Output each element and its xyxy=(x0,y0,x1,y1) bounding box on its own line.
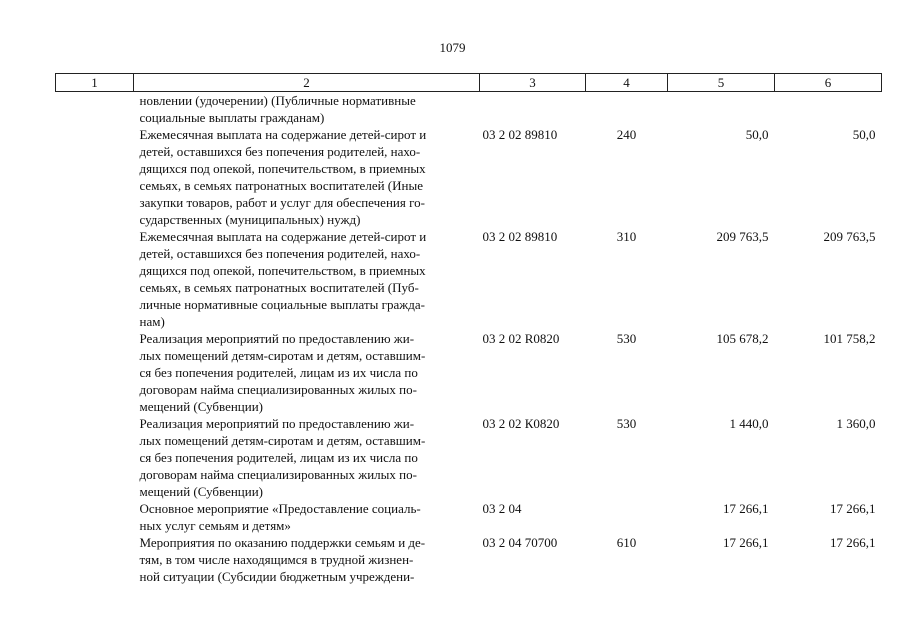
table-row xyxy=(56,92,882,127)
amount-col6-cell xyxy=(775,92,882,127)
amount-col5-cell: 209 763,5 xyxy=(716,229,769,244)
description-cell: Ежемесячная выплата на содержание детей-сирот и детей, оставшихся без попечения родителей, нахо- дящихся под опекой, попечительством, в приемных семьях, в семьях патронатных воспитателей (Пуб- личные нормативные социальные выплаты гражда- нам) xyxy=(139,229,427,329)
row-number-cell xyxy=(56,500,134,534)
budget-table xyxy=(55,73,882,585)
description-cell: Реализация мероприятий по предоставлению жи- лых помещений детям-сиротам и детям, оставшим- ся без попечения родителей, лицам из их числа по договорам найма специализированных жилых по- мещений (Субвенции) xyxy=(139,331,426,414)
budget-code-cell: 03 2 04 xyxy=(482,501,522,516)
column-header-4: 4 xyxy=(586,74,668,92)
amount-col5-cell: 105 678,2 xyxy=(716,331,769,346)
amount-col6-cell: 1 360,0 xyxy=(836,416,876,431)
row-number-cell xyxy=(56,534,134,585)
budget-code-cell xyxy=(480,92,586,127)
column-header-1: 1 xyxy=(56,74,134,92)
amount-col6-cell: 17 266,1 xyxy=(830,535,876,550)
table-row xyxy=(56,500,882,534)
description-cell: Основное мероприятие «Предоставление социаль- ных услуг семьям и детям» xyxy=(139,501,421,533)
budget-code-cell: 03 2 04 70700 xyxy=(482,535,558,550)
row-number-cell xyxy=(56,330,134,415)
column-header-2: 2 xyxy=(134,74,480,92)
header-row xyxy=(56,74,882,92)
row-number-cell xyxy=(56,228,134,330)
amount-col5-cell: 17 266,1 xyxy=(723,501,769,516)
description-cell: Ежемесячная выплата на содержание детей-сирот и детей, оставшихся без попечения родителей, нахо- дящихся под опекой, попечительством, в приемных семьях, в семьях патронатных воспитателей (Иные закупки товаров, работ и услуг для обеспечения го- сударственных (муниципальных) нужд) xyxy=(139,127,427,227)
amount-col6-cell: 17 266,1 xyxy=(830,501,876,516)
amount-col5-cell: 1 440,0 xyxy=(729,416,769,431)
expense-type-cell: 530 xyxy=(616,331,637,346)
row-number-cell xyxy=(56,126,134,228)
amount-col5-cell: 50,0 xyxy=(745,127,769,142)
budget-code-cell: 03 2 02 R0820 xyxy=(482,331,560,346)
table-row xyxy=(56,126,882,228)
expense-type-cell xyxy=(586,500,668,534)
amount-col6-cell: 101 758,2 xyxy=(823,331,876,346)
expense-type-cell xyxy=(586,92,668,127)
description-cell: Реализация мероприятий по предоставлению жи- лых помещений детям-сиротам и детям, оставшим- ся без попечения родителей, лицам из их числа по договорам найма специализированных жилых по- мещений (Субвенции) xyxy=(139,416,426,499)
table-row xyxy=(56,330,882,415)
expense-type-cell: 240 xyxy=(616,127,637,142)
amount-col5-cell xyxy=(668,92,775,127)
column-header-5: 5 xyxy=(668,74,775,92)
page-number: 1079 xyxy=(439,40,466,55)
expense-type-cell: 530 xyxy=(616,416,637,431)
table-row xyxy=(56,228,882,330)
expense-type-cell: 310 xyxy=(616,229,637,244)
budget-code-cell: 03 2 02 89810 xyxy=(482,127,558,142)
amount-col5-cell: 17 266,1 xyxy=(723,535,769,550)
column-header-3: 3 xyxy=(480,74,586,92)
budget-code-cell: 03 2 02 89810 xyxy=(482,229,558,244)
budget-code-cell: 03 2 02 К0820 xyxy=(482,416,560,431)
table-row xyxy=(56,415,882,500)
table-header xyxy=(56,74,882,92)
row-number-cell xyxy=(56,415,134,500)
row-number-cell xyxy=(56,92,134,127)
table-body xyxy=(56,92,882,586)
description-cell: новлении (удочерении) (Публичные нормативные социальные выплаты гражданам) xyxy=(139,93,416,125)
amount-col6-cell: 50,0 xyxy=(852,127,876,142)
amount-col6-cell: 209 763,5 xyxy=(823,229,876,244)
column-header-6: 6 xyxy=(775,74,882,92)
description-cell: Мероприятия по оказанию поддержки семьям и де- тям, в том числе находящимся в трудной жизнен- ной ситуации (Субсидии бюджетным учреждени- xyxy=(139,535,426,584)
expense-type-cell: 610 xyxy=(616,535,637,550)
table-row xyxy=(56,534,882,585)
